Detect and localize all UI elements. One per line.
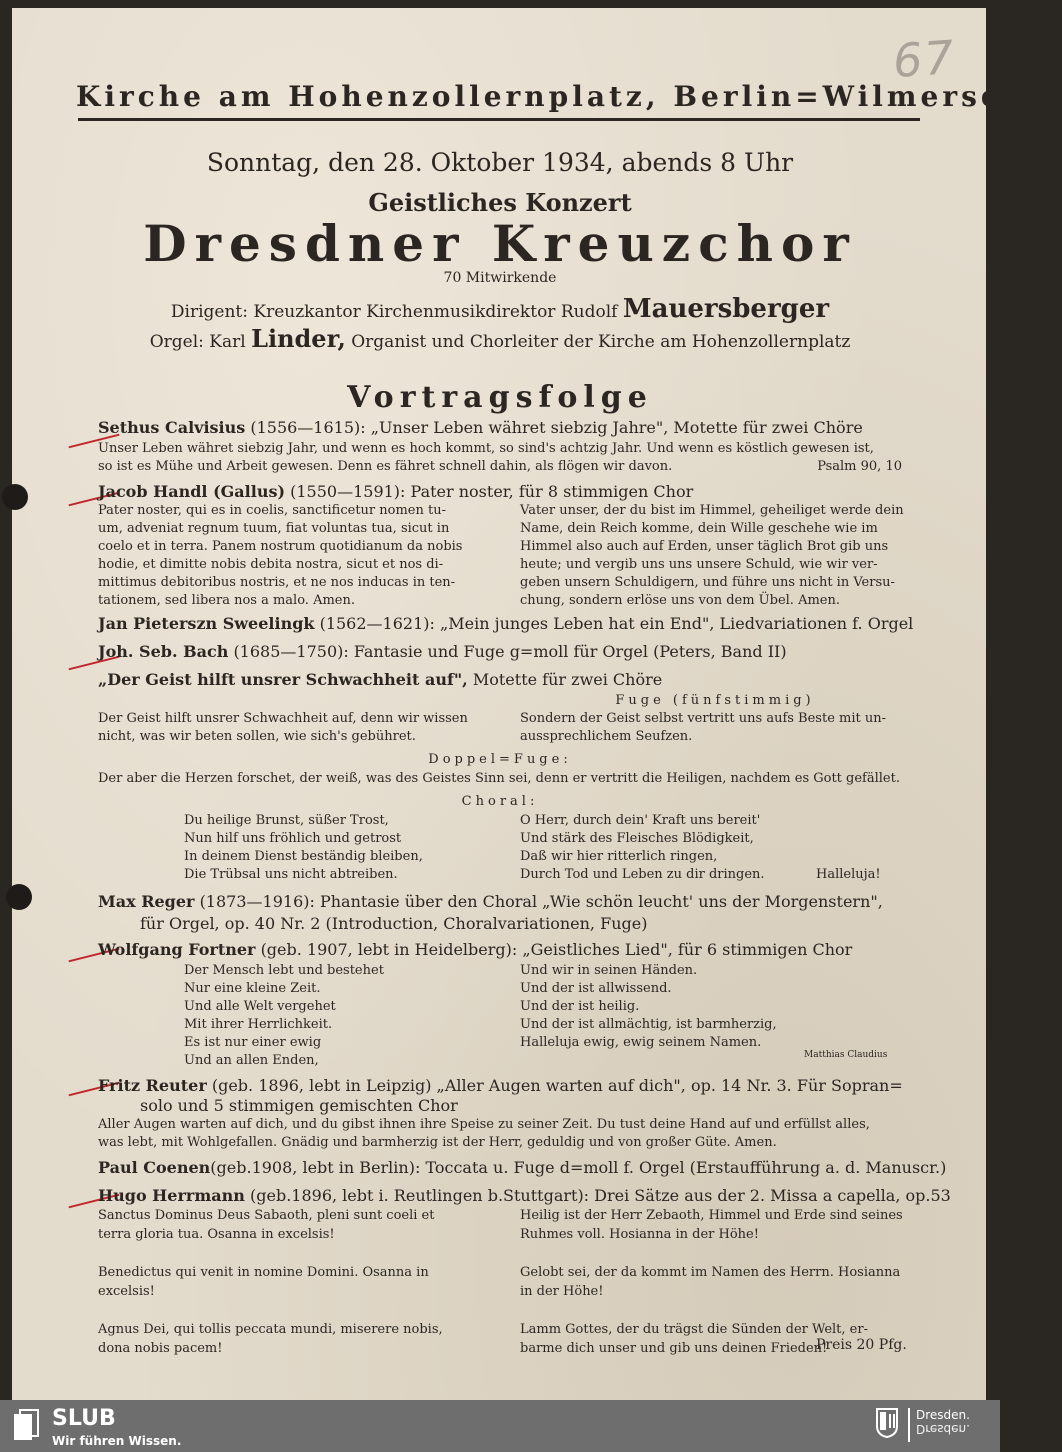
library-tagline: Wir führen Wissen. [52,1434,182,1448]
reuter-details: solo und 5 stimmigen gemischten Chor [140,1096,458,1115]
work-title: (1685—1750): Fantasie und Fuge g=moll für Orgel (Peters, Band II) [233,642,787,661]
text-line [98,1244,488,1263]
fuge-label: Fuge (fünfstimmig) [615,693,815,708]
text-line: Nur eine kleine Zeit. [184,981,321,996]
programme-item-bach [98,642,902,661]
work-title: (geb. 1907, lebt in Heidelberg): „Geistliches Lied", für 6 stimmigen Chor [260,940,853,959]
programme-item-handl [98,482,902,501]
text-line: Agnus Dei, qui tollis peccata mundi, miserere nobis, [98,1322,443,1337]
dresden-wordmark [916,1408,970,1436]
composer-name: Wolfgang Fortner [98,940,256,959]
price: Preis 20 Pfg. [816,1337,907,1353]
text-line: Gelobt sei, der da kommt im Namen des Herrn. Hosianna [520,1265,901,1280]
motet-subtitle: Motette für zwei Chöre [472,670,663,689]
text-line [520,1301,910,1320]
work-title: (1550—1591): Pater noster, für 8 stimmigen Chor [290,482,694,501]
archive-page-mark: 67 [891,29,958,89]
choral-right-column [520,812,820,884]
text-line: Vater unser, der du bist im Himmel, geheiliget werde dein [520,503,904,518]
conductor-line [98,294,902,324]
dresden-line: Dresden. [916,1408,970,1422]
text-line: Und der ist heilig. [520,999,640,1014]
concert-subtitle: Geistliches Konzert [368,188,632,217]
organ-line [98,324,902,353]
concert-date: Sonntag, den 28. Oktober 1934, abends 8 Uhr [206,148,794,177]
text-line: mittimus debitoribus nostris, et ne nos inducas in ten- [98,575,456,590]
text-line: terra gloria tua. Osanna in excelsis! [98,1227,335,1242]
text-line: Und der ist allwissend. [520,981,672,996]
work-title: (geb.1908, lebt in Berlin): Toccata u. Fuge d=moll f. Orgel (Erstaufführung a. d. Manuscr.) [210,1158,947,1177]
text-line: O Herr, durch dein' Kraft uns bereit' [520,813,761,828]
lyrics-line: Aller Augen warten auf dich, und du gibst ihnen ihre Speise zu seiner Zeit. Du tust deine Hand auf und erfüllst alles, [98,1117,870,1132]
work-title: (1873—1916): Phantasie über den Choral „Wie schön leucht' uns der Morgenstern", [199,892,883,911]
lyrics-text: so ist es Mühe und Arbeit gewesen. Denn es fähret schnell dahin, als flögen wir davon. [98,459,673,474]
programme-item-fortner [98,940,902,959]
programme-item-sweelingk [98,614,914,633]
text-line: Der Mensch lebt und bestehet [184,963,384,978]
choral-label: Choral: [461,794,539,809]
choral-left-column [184,812,504,884]
programme-item-calvisius [98,418,902,437]
work-title: (1556—1615): „Unser Leben währet siebzig Jahre", Motette für zwei Chöre [250,418,863,437]
german-text-column [520,502,910,610]
motet-title: „Der Geist hilft unsrer Schwachheit auf", [98,670,468,689]
organist-name: Linder, [251,324,346,353]
composer-name: Joh. Seb. Bach [98,642,229,661]
text-line: chung, sondern erlöse uns von dem Übel. Amen. [520,593,840,608]
composer-name: Fritz Reuter [98,1076,207,1095]
text-line: Mit ihrer Herrlichkeit. [184,1017,333,1032]
text-line: Durch Tod und Leben zu dir dringen. [520,867,765,882]
work-title: (geb. 1896, lebt in Leipzig) „Aller Augen warten auf dich", op. 14 Nr. 3. Für Sopran= [211,1076,903,1095]
composer-name: Paul Coenen [98,1158,211,1177]
work-title: (1562—1621): „Mein junges Leben hat ein End", Liedvariationen f. Orgel [319,614,914,633]
text-line: dona nobis pacem! [98,1341,223,1356]
programme-item-reger [98,892,902,911]
text-line: Die Trübsal uns nicht abtreiben. [184,867,398,882]
composer-name: Max Reger [98,892,195,911]
library-footer-bar [0,1400,1000,1452]
text-line: Benedictus qui venit in nomine Domini. Osanna in [98,1265,429,1280]
composer-name: Jacob Handl (Gallus) [98,482,286,501]
conductor-name: Mauersberger [622,294,830,324]
text-line: Und stärk des Fleisches Blödigkeit, [520,831,754,846]
text-line: heute; und vergib uns uns unsere Schuld, wie wir ver- [520,557,878,572]
organ-suffix: Organist und Chorleiter der Kirche am Hohenzollernplatz [351,332,851,352]
text-line [98,1301,488,1320]
text-line [520,1244,910,1263]
punch-hole-bottom [6,884,32,910]
lyrics-line: Unser Leben währet siebzig Jahr, und wenn es hoch kommt, so sind's achtzig Jahr. Und wenn es köstlich gewesen ist, [98,441,874,456]
text-line: Und der ist allmächtig, ist barmherzig, [520,1017,777,1032]
text-line: um, adveniat regnum tuum, fiat voluntas tua, sicut in [98,521,450,536]
text-line: Es ist nur einer ewig [184,1035,322,1050]
participants-count: 70 Mitwirkende [443,270,557,286]
text-line: barme dich unser und gib uns deinen Frieden! [520,1341,828,1356]
punch-hole-top [2,484,28,510]
composer-name: Jan Pieterszn Sweelingk [98,614,315,633]
text-line: Sondern der Geist selbst vertritt uns aufs Beste mit un- [520,711,886,726]
text-author: Matthias Claudius [804,1050,888,1060]
text-line: geben unsern Schuldigern, und führe uns nicht in Versu- [520,575,895,590]
motet-left-column [98,710,488,746]
text-line: In deinem Dienst beständig bleiben, [184,849,423,864]
text-line: hodie, et dimitte nobis debita nostra, sicut et nos di- [98,557,444,572]
text-line: Sanctus Dominus Deus Sabaoth, pleni sunt coeli et [98,1208,435,1223]
text-line: Und wir in seinen Händen. [520,963,698,978]
dresden-crest-icon [876,1408,898,1438]
text-line: Und alle Welt vergehet [184,999,336,1014]
text-line: nicht, was wir beten sollen, wie sich's gebühret. [98,729,416,744]
doppel-fuge-text: Der aber die Herzen forschet, der weiß, was des Geistes Sinn sei, denn er vertritt die Heiligen, nachdem es Gott gefället. [98,771,900,786]
halleluja: Halleluja! [816,867,881,882]
text-line: Pater noster, qui es in coelis, sanctificetur nomen tu- [98,503,446,518]
venue-heading: Kirche am Hohenzollernplatz, Berlin=Wilmersdorf [76,80,1062,113]
work-title: (geb.1896, lebt i. Reutlingen b.Stuttgart): Drei Sätze aus der 2. Missa a capella, op.53 [250,1186,951,1205]
text-line: Du heilige Brunst, süßer Trost, [184,813,389,828]
text-line: Name, dein Reich komme, dein Wille geschehe wie im [520,521,878,536]
text-line: Daß wir hier ritterlich ringen, [520,849,718,864]
heading-rule [78,118,920,121]
footer-divider [908,1408,910,1442]
programme-item-coenen [98,1158,947,1177]
library-brand: SLUB [52,1406,116,1431]
slub-logo-icon [12,1408,40,1442]
programme-title: Vortragsfolge [347,380,653,415]
text-line: Halleluja ewig, ewig seinem Namen. [520,1035,762,1050]
choir-title: Dresdner Kreuzchor [143,214,857,273]
composer-name: Sethus Calvisius [98,418,246,437]
text-line: Ruhmes voll. Hosianna in der Höhe! [520,1227,759,1242]
fortner-left-column [184,962,504,1070]
text-line: Nun hilf uns fröhlich und getrost [184,831,402,846]
conductor-prefix: Dirigent: Kreuzkantor Kirchenmusikdirektor Rudolf [170,302,618,322]
text-line: tationem, sed libera nos a malo. Amen. [98,593,355,608]
text-line: coelo et in terra. Panem nostrum quotidianum da nobis [98,539,463,554]
doppel-fuge-label: Doppel=Fuge: [428,752,572,767]
text-line: aussprechlichem Seufzen. [520,729,693,744]
motet-right-column [520,710,910,746]
psalm-reference: Psalm 90, 10 [817,459,902,474]
organ-prefix: Orgel: Karl [149,332,246,352]
text-line: Der Geist hilft unsrer Schwachheit auf, denn wir wissen [98,711,468,726]
programme-item-reuter [98,1076,902,1095]
document-sheet [12,8,1062,1400]
text-line: Lamm Gottes, der du trägst die Sünden der Welt, er- [520,1322,868,1337]
text-line: in der Höhe! [520,1284,604,1299]
bach-motet-heading [98,670,902,689]
latin-text-column [98,502,488,610]
reger-details: für Orgel, op. 40 Nr. 2 (Introduction, Choralvariationen, Fuge) [140,914,648,933]
composer-name: Hugo Herrmann [98,1186,245,1205]
dresden-line-mirrored: Dresden. [916,1422,970,1436]
programme-item-herrmann [98,1186,951,1205]
text-line: excelsis! [98,1284,155,1299]
mass-latin-column [98,1206,488,1358]
text-line: Und an allen Enden, [184,1053,319,1068]
lyrics-line-with-ref [98,458,902,476]
lyrics-line: was lebt, mit Wohlgefallen. Gnädig und barmherzig ist der Herr, geduldig und von großer Güte. Amen. [98,1135,777,1150]
text-line: Himmel also auch auf Erden, unser täglich Brot gib uns [520,539,889,554]
fortner-right-column [520,962,820,1052]
text-line: Heilig ist der Herr Zebaoth, Himmel und Erde sind seines [520,1208,903,1223]
